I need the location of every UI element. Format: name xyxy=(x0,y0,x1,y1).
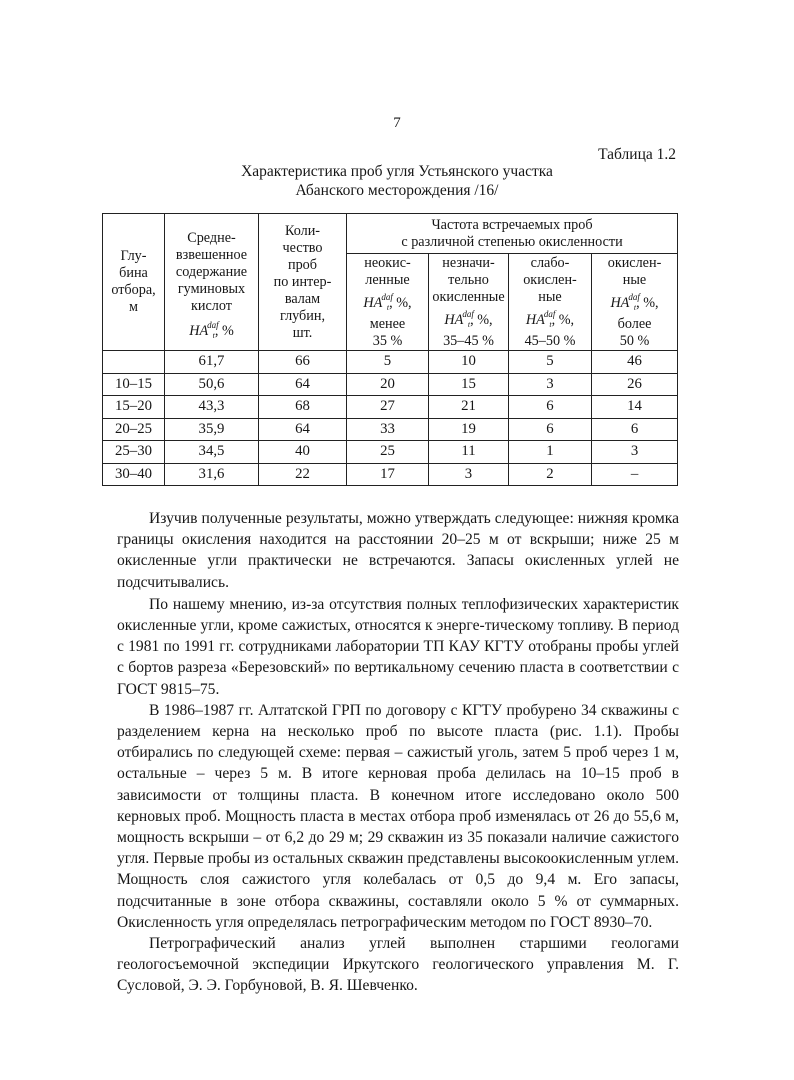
cell-depth xyxy=(103,351,165,374)
cell-weakly: 3 xyxy=(509,373,592,396)
header-text: менее xyxy=(369,315,406,332)
cell-count: 66 xyxy=(259,351,347,374)
cell-insignificant: 11 xyxy=(429,441,509,464)
header-text: содержание xyxy=(175,264,248,280)
ha-symbol xyxy=(593,289,676,316)
symbol-base: HA xyxy=(444,311,464,328)
symbol-base: HA xyxy=(610,294,630,311)
header-avg-humic-content xyxy=(165,214,259,351)
header-text: окислен- xyxy=(523,271,577,288)
cell-oxidized: 3 xyxy=(592,441,678,464)
header-text: ные xyxy=(538,288,562,305)
table-title-line-1: Характеристика проб угля Устьянского участка xyxy=(241,163,553,180)
header-text: чество xyxy=(282,239,323,256)
ha-symbol xyxy=(430,306,507,333)
cell-avg-content: 35,9 xyxy=(165,418,259,441)
header-text: слабо- xyxy=(530,254,570,271)
cell-avg-content: 34,5 xyxy=(165,441,259,464)
cell-depth: 30–40 xyxy=(103,463,165,486)
header-text: шт. xyxy=(292,324,313,341)
cell-unoxidized: 27 xyxy=(347,396,429,419)
coal-samples-table xyxy=(102,213,678,486)
symbol-sup: daf xyxy=(207,320,219,330)
cell-count: 64 xyxy=(259,373,347,396)
unit: , % xyxy=(214,323,234,339)
cell-weakly: 5 xyxy=(509,351,592,374)
cell-insignificant: 3 xyxy=(429,463,509,486)
header-text: окислен- xyxy=(607,254,662,271)
header-text: отбора, xyxy=(111,282,156,298)
table-body xyxy=(103,351,678,486)
header-text: ные xyxy=(622,271,647,288)
unit: , %, xyxy=(470,311,493,328)
symbol-base: HA xyxy=(363,294,383,311)
symbol-sub: t xyxy=(386,302,390,312)
cell-weakly: 6 xyxy=(509,396,592,419)
paragraph: По нашему мнению, из-за отсутствия полных теплофизических характеристик окисленные угли, кроме сажистых, относятся к энерге-тическому топливу. В период с 1981 по 1991 гг. сотрудниками лаборатории ТП КАУ КГТУ отобраны пробы углей с бортов разреза «Березовский» по вертикальному сечению пласта в соответствии с ГОСТ 9815–75. xyxy=(117,595,679,698)
cell-depth: 10–15 xyxy=(103,373,165,396)
cell-insignificant: 10 xyxy=(429,351,509,374)
cell-count: 68 xyxy=(259,396,347,419)
cell-insignificant: 21 xyxy=(429,396,509,419)
header-unoxidized xyxy=(347,254,429,351)
table-row xyxy=(103,418,678,441)
header-text: глубин, xyxy=(279,307,326,324)
ha-symbol xyxy=(510,306,590,333)
cell-oxidized: 46 xyxy=(592,351,678,374)
header-text: неокис- xyxy=(364,254,411,271)
cell-avg-content: 43,3 xyxy=(165,396,259,419)
unit: , %, xyxy=(636,294,659,311)
cell-depth: 25–30 xyxy=(103,441,165,464)
symbol-sup: daf xyxy=(462,308,474,319)
cell-weakly: 1 xyxy=(509,441,592,464)
header-text: кислот xyxy=(191,298,232,314)
header-oxidized xyxy=(592,254,678,351)
symbol-sup: daf xyxy=(543,308,556,319)
cell-oxidized: 26 xyxy=(592,373,678,396)
paragraph: Изучив полученные результаты, можно утверждать следующее: нижняя кромка границы окисления находится на расстоянии 20–25 м от вскрыши; ниже 25 м окисленные угли практически не встречаются. Запасы окисленных углей не подсчитывались. xyxy=(117,510,679,591)
header-text: взвешенное xyxy=(175,247,248,263)
header-text: незначи- xyxy=(442,254,495,271)
cell-weakly: 2 xyxy=(509,463,592,486)
table-row xyxy=(103,463,678,486)
cell-oxidized: – xyxy=(592,463,678,486)
cell-unoxidized: 5 xyxy=(347,351,429,374)
cell-avg-content: 31,6 xyxy=(165,463,259,486)
header-text: 50 % xyxy=(619,332,650,349)
table-row xyxy=(103,396,678,419)
header-text: м xyxy=(129,299,138,315)
header-text: 35–45 % xyxy=(443,332,494,349)
symbol-base: HA xyxy=(525,311,545,328)
paragraph: В 1986–1987 гг. Алтатской ГРП по договору с КГТУ пробурено 34 скважины с разделением керна на несколько проб по высоте пласта (рис. 1.1). Пробы отбирались по следующей схеме: первая – сажистый уголь, затем 5 проб через 1 м, остальные – через 5 м. В итоге керновая проба делилась на 10–15 проб в зависимости от толщины пласта. В конечном итоге исследовано около 500 керновых проб. Мощность пласта в местах отбора проб изменялась от 26 до 55,6 м, мощность вскрыши – от 6,2 до 29 м; 29 скважин из 35 показали наличие сажистого угля. Первые пробы из остальных скважин представлены высокоокисленным углем. Мощность слоя сажистого угля колебалась от 0,5 до 9,4 м. Его запасы, подсчитанные в зоне отбора скважины, составляли около 5 % от суммарных. Окисленность угля определялась петрографическим методом по ГОСТ 8930–70. xyxy=(117,701,679,931)
cell-unoxidized: 33 xyxy=(347,418,429,441)
cell-unoxidized: 17 xyxy=(347,463,429,486)
symbol-sup: daf xyxy=(628,291,640,302)
header-text: по интер- xyxy=(273,273,332,290)
header-text: с различной степенью окисленности xyxy=(401,233,623,250)
cell-weakly: 6 xyxy=(509,418,592,441)
table-row xyxy=(103,351,678,374)
symbol-base: HA xyxy=(189,323,209,339)
cell-insignificant: 19 xyxy=(429,418,509,441)
header-text: Коли- xyxy=(284,222,321,239)
table-row xyxy=(103,373,678,396)
header-slightly-oxidized-insignificant xyxy=(429,254,509,351)
header-depth xyxy=(103,214,165,351)
header-text: тельно xyxy=(448,271,489,288)
table-row xyxy=(103,441,678,464)
header-text: 45–50 % xyxy=(524,332,576,349)
symbol-sup: daf xyxy=(381,291,393,302)
symbol-sub: t xyxy=(212,331,215,340)
body-text xyxy=(117,508,679,997)
table-title-line-2: Абанского месторождения /16/ xyxy=(295,182,499,199)
cell-count: 64 xyxy=(259,418,347,441)
cell-count: 40 xyxy=(259,441,347,464)
header-weakly-oxidized xyxy=(509,254,592,351)
cell-count: 22 xyxy=(259,463,347,486)
header-text: бина xyxy=(119,265,148,281)
header-text: проб xyxy=(288,256,317,273)
cell-insignificant: 15 xyxy=(429,373,509,396)
cell-oxidized: 6 xyxy=(592,418,678,441)
header-text: более xyxy=(617,315,652,332)
table-title xyxy=(0,162,794,200)
header-text: Глу- xyxy=(120,248,147,264)
cell-unoxidized: 25 xyxy=(347,441,429,464)
cell-avg-content: 61,7 xyxy=(165,351,259,374)
ha-symbol xyxy=(348,289,427,316)
header-text: валам xyxy=(284,290,321,307)
header-text: гуминовых xyxy=(177,281,246,297)
header-text: Частота встречаемых проб xyxy=(431,216,593,233)
paragraph: Петрографический анализ углей выполнен старшими геологами геологосъемочной экспедиции Иркутского геологического управления М. Г. Сусловой, Э. Э. Горбуновой, В. Я. Шевченко. xyxy=(117,935,679,995)
cell-avg-content: 50,6 xyxy=(165,373,259,396)
symbol-sub: t xyxy=(549,319,552,329)
symbol-sub: t xyxy=(467,319,471,329)
header-text: Средне- xyxy=(187,230,236,246)
unit: , %, xyxy=(551,311,575,328)
header-frequency-group xyxy=(347,214,678,254)
header-text: 35 % xyxy=(372,332,403,349)
header-sample-count xyxy=(259,214,347,351)
unit: , %, xyxy=(389,294,412,311)
symbol-sub: t xyxy=(633,302,637,312)
page-number: 7 xyxy=(393,115,401,131)
header-text: окисленные xyxy=(432,288,505,305)
ha-symbol xyxy=(166,317,257,344)
cell-depth: 15–20 xyxy=(103,396,165,419)
cell-depth: 20–25 xyxy=(103,418,165,441)
cell-oxidized: 14 xyxy=(592,396,678,419)
cell-unoxidized: 20 xyxy=(347,373,429,396)
table-label: Таблица 1.2 xyxy=(598,146,676,163)
header-text: ленные xyxy=(365,271,410,288)
